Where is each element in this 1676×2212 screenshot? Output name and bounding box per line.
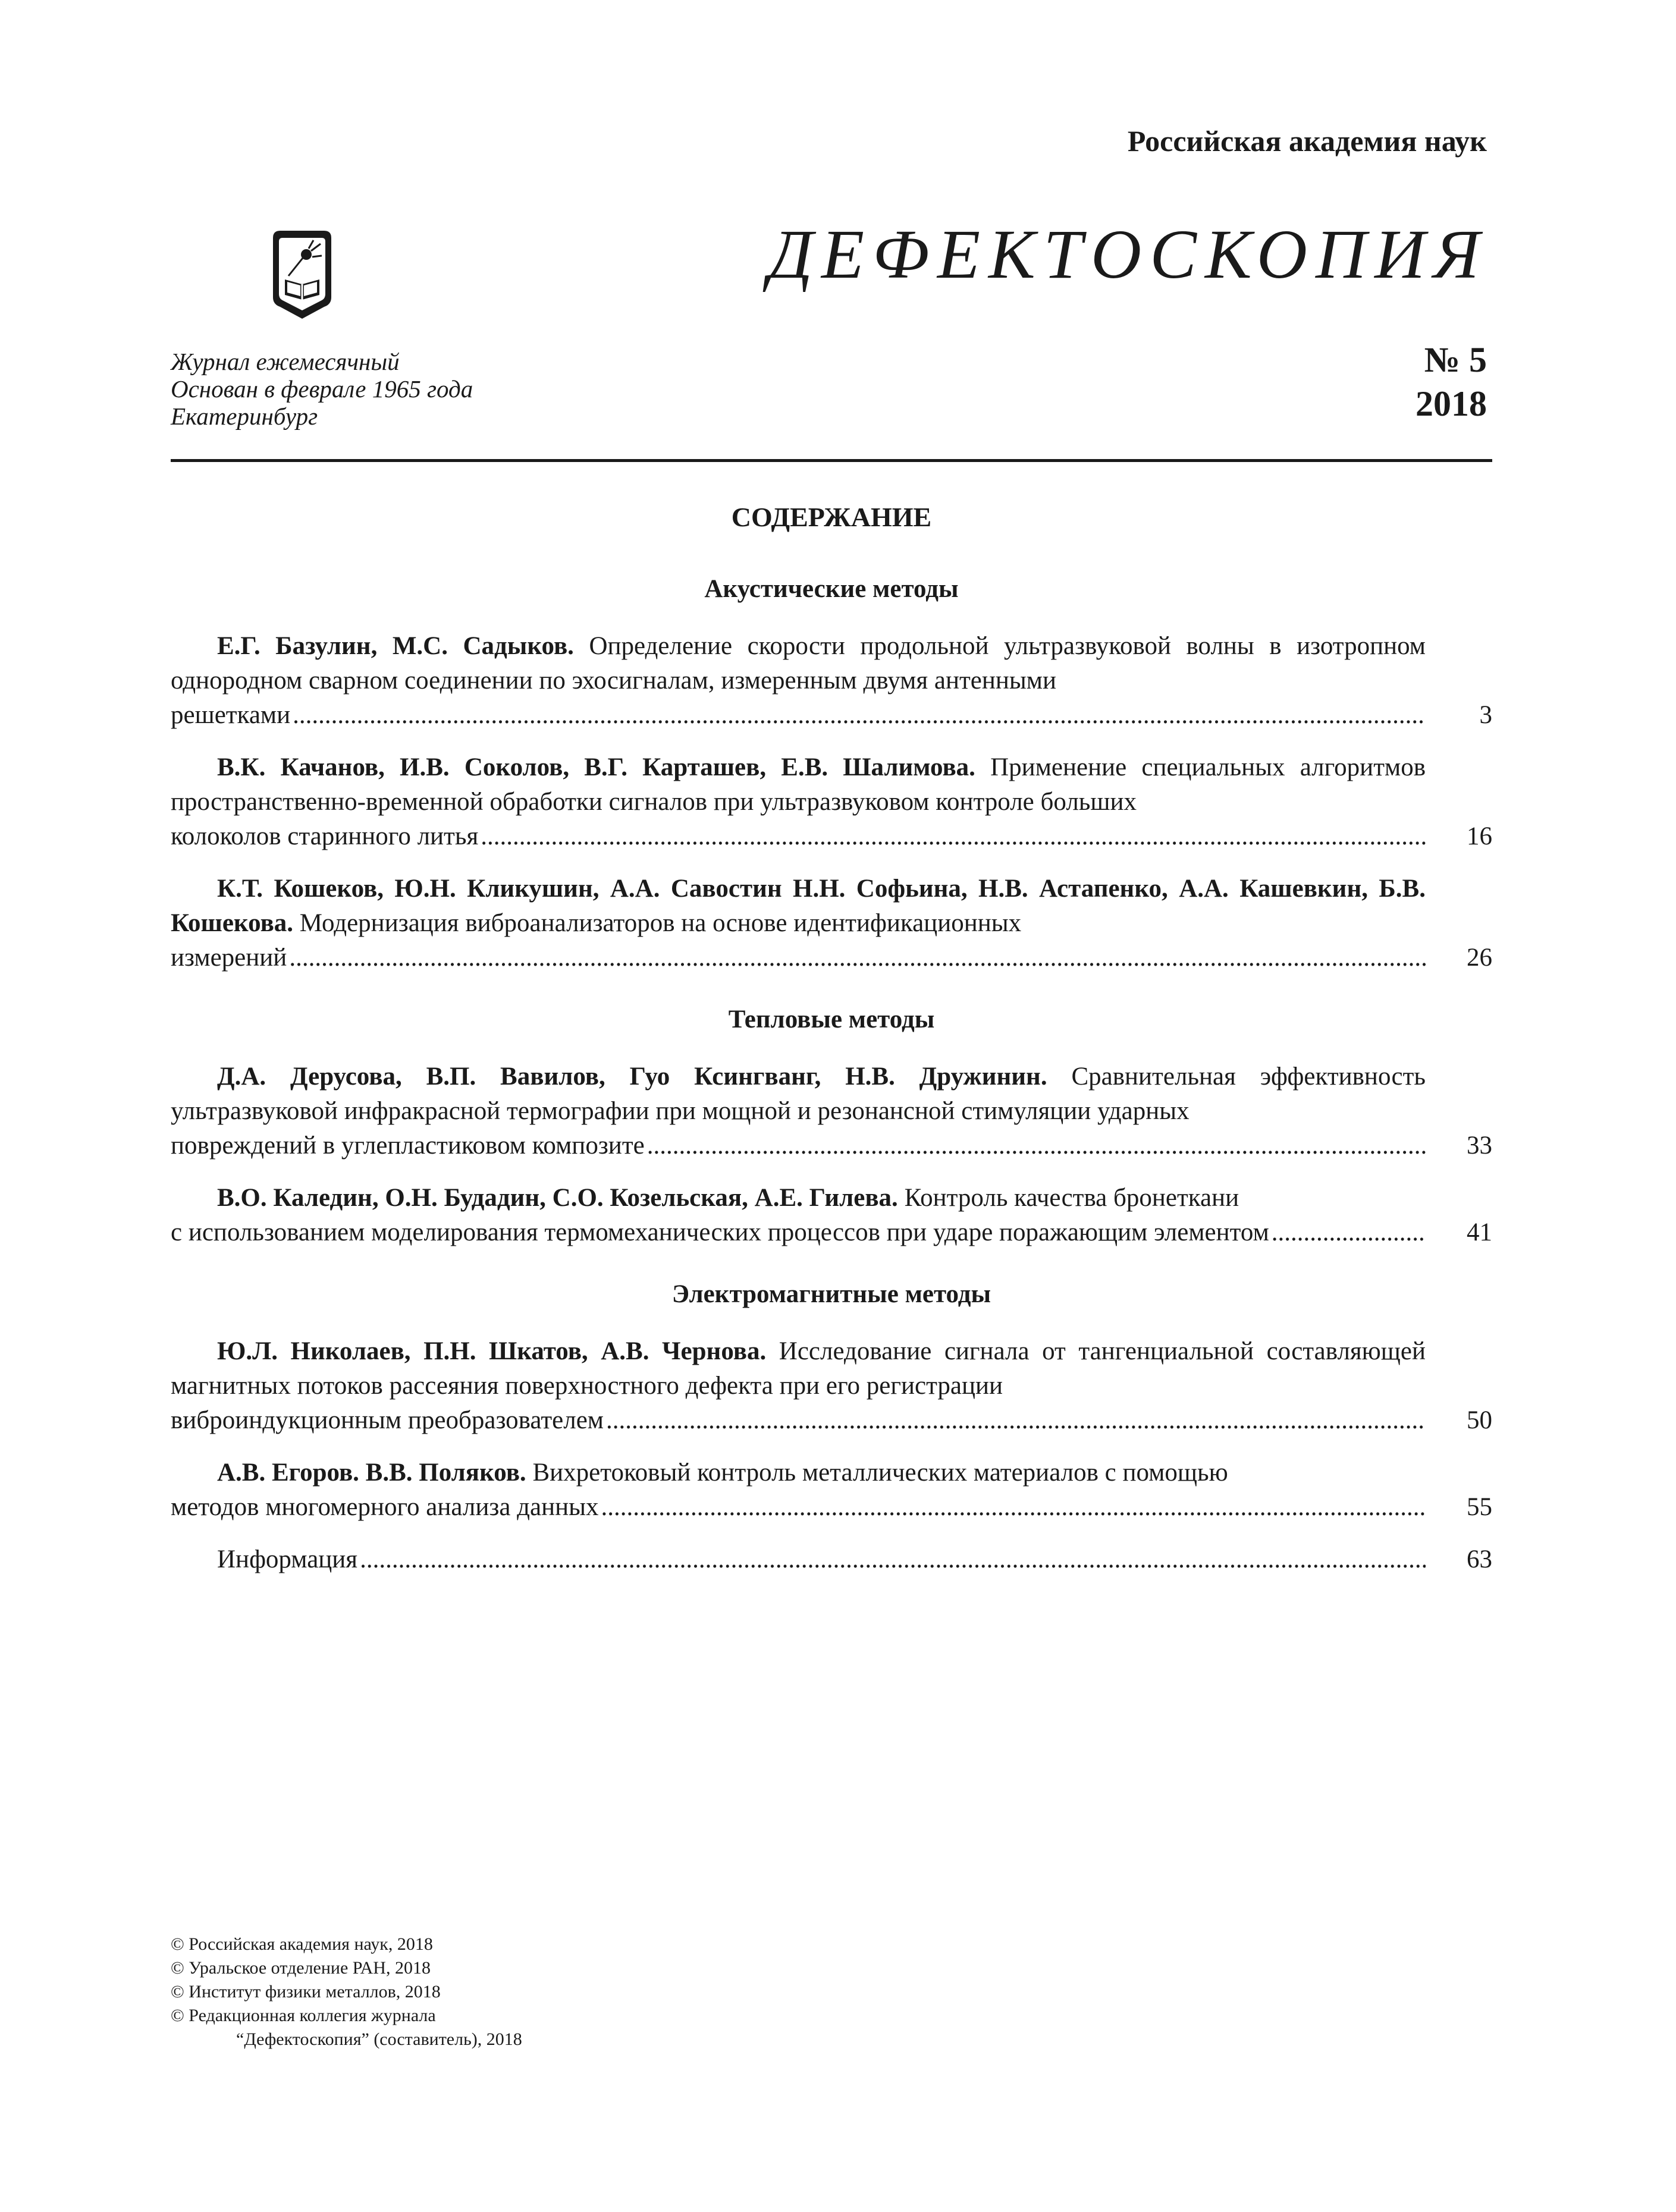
toc-entry[interactable] [171,1334,1492,1438]
publisher-logo [269,227,335,322]
entry-text [171,872,1426,941]
copyright-line: “Дефектоскопия” (составитель), 2018 [236,2029,522,2049]
leader-dots [601,1490,1426,1525]
leader-dots [289,941,1426,975]
entry-text [171,1456,1426,1490]
entry-authors: Д.А. Дерусова, В.П. Вавилов, Гуо Ксингванг, Н.В. Дружинин. [217,1063,1047,1091]
leader-dots [1272,1215,1426,1250]
entry-authors: К.Т. Кошеков, Ю.Н. Кликушин, А.А. Савостин Н.Н. Софьина, Н.В. Астапенко, А.А. Кашевкин, Б.В. Кошекова. [171,875,1426,937]
entry-authors: Е.Г. Базулин, М.С. Садыков. [217,632,574,660]
copyright-line: © Редакционная коллегия журнала [171,2006,436,2025]
entry-authors: Ю.Л. Николаев, П.Н. Шкатов, А.В. Чернова. [217,1337,767,1365]
entry-title: Исследование сигнала от тангенциальной составляющей магнитных потоков рассеяния поверхностного дефекта при его регистрации [171,1337,1426,1400]
entry-text [171,1181,1426,1215]
entry-title-last-line [171,1490,1426,1525]
journal-title: ДЕФЕКТОСКОПИЯ [768,215,1488,293]
toc-entry[interactable] [171,1456,1492,1525]
entry-page: 63 [1467,1545,1492,1573]
entry-title-last-line [171,1542,1426,1577]
entry-title-end: виброиндукционным преобразователем [171,1406,604,1434]
entry-page: 16 [1467,822,1492,850]
toc-heading: СОДЕРЖАНИЕ [731,502,932,532]
table-of-contents [171,482,1492,1577]
entry-authors: В.К. Качанов, И.В. Соколов, В.Г. Карташев, Е.В. Шалимова. [217,753,975,781]
entry-title-end: измерений [171,944,287,972]
entry-authors: В.О. Каледин, О.Н. Будадин, С.О. Козельская, А.Е. Гилева. [217,1184,898,1212]
toc-entry-info[interactable] [171,1542,1492,1577]
entry-title-end: решетками [171,701,291,729]
entry-title-end: методов многомерного анализа данных [171,1493,599,1521]
leader-dots [606,1403,1426,1438]
leader-dots [360,1542,1426,1577]
meta-line: Журнал ежемесячный [171,348,400,375]
entry-title-last-line [171,1215,1426,1250]
entry-title: Применение специальных алгоритмов пространственно-временной обработки сигналов при ультразвуковом контроле больших [171,753,1426,816]
section-title: Акустические методы [704,575,959,603]
copyright-block [171,1933,522,2051]
entry-page: 55 [1467,1493,1492,1521]
section-title: Электромагнитные методы [671,1280,991,1308]
entry-title-last-line [171,819,1426,854]
toc-entry[interactable] [171,750,1492,854]
entry-title: Определение скорости продольной ультразвуковой волны в изотропном однородном сварном соединении по эхосигналам, измеренным двумя антенными [171,632,1426,695]
entry-title: Модернизация виброанализаторов на основе идентификационных [299,909,1022,937]
entry-text [171,1334,1426,1403]
toc-entry[interactable] [171,872,1492,975]
entry-page: 26 [1467,944,1492,972]
entry-title: Вихретоковый контроль металлических материалов с помощью [532,1459,1228,1487]
entry-page: 33 [1467,1132,1492,1160]
entry-page: 41 [1467,1218,1492,1246]
issue-info [1416,338,1487,426]
entry-title-last-line [171,1403,1426,1438]
entry-title-end: колоколов старинного литья [171,822,479,850]
copyright-line: © Российская академия наук, 2018 [171,1934,433,1954]
entry-title-last-line [171,698,1426,733]
entry-title: Сравнительная эффективность ультразвуковой инфракрасной термографии при мощной и резонансной стимуляции ударных [171,1063,1426,1125]
copyright-line: © Институт физики металлов, 2018 [171,1982,441,2002]
meta-line: Основан в феврале 1965 года [171,375,473,403]
issue-number: № 5 [1424,340,1487,379]
entry-text [171,629,1426,698]
toc-entry[interactable] [171,1181,1492,1250]
entry-title-end: с использованием моделирования термомеханических процессов при ударе поражающим элементом [171,1218,1269,1246]
entry-title-end: повреждений в углепластиковом композите [171,1132,645,1160]
entry-page: 3 [1479,701,1492,729]
copyright-line: © Уральское отделение РАН, 2018 [171,1958,431,1978]
leader-dots [293,698,1426,733]
toc-entry[interactable] [171,1060,1492,1163]
toc-entry[interactable] [171,629,1492,733]
entry-title: Контроль качества бронеткани [904,1184,1239,1212]
entry-title-last-line [171,941,1426,975]
entry-page: 50 [1467,1406,1492,1434]
journal-meta [171,348,473,430]
header-divider [171,459,1492,462]
meta-line: Екатеринбург [171,403,318,430]
organization-name: Российская академия наук [1127,124,1487,158]
entry-title-last-line [171,1129,1426,1163]
entry-authors: А.В. Егоров. В.В. Поляков. [217,1459,526,1487]
leader-dots [647,1129,1426,1163]
entry-text [171,750,1426,819]
leader-dots [481,819,1426,854]
info-label: Информация [217,1545,358,1573]
section-title: Тепловые методы [728,1006,935,1033]
issue-year: 2018 [1416,384,1487,423]
entry-text [171,1060,1426,1129]
